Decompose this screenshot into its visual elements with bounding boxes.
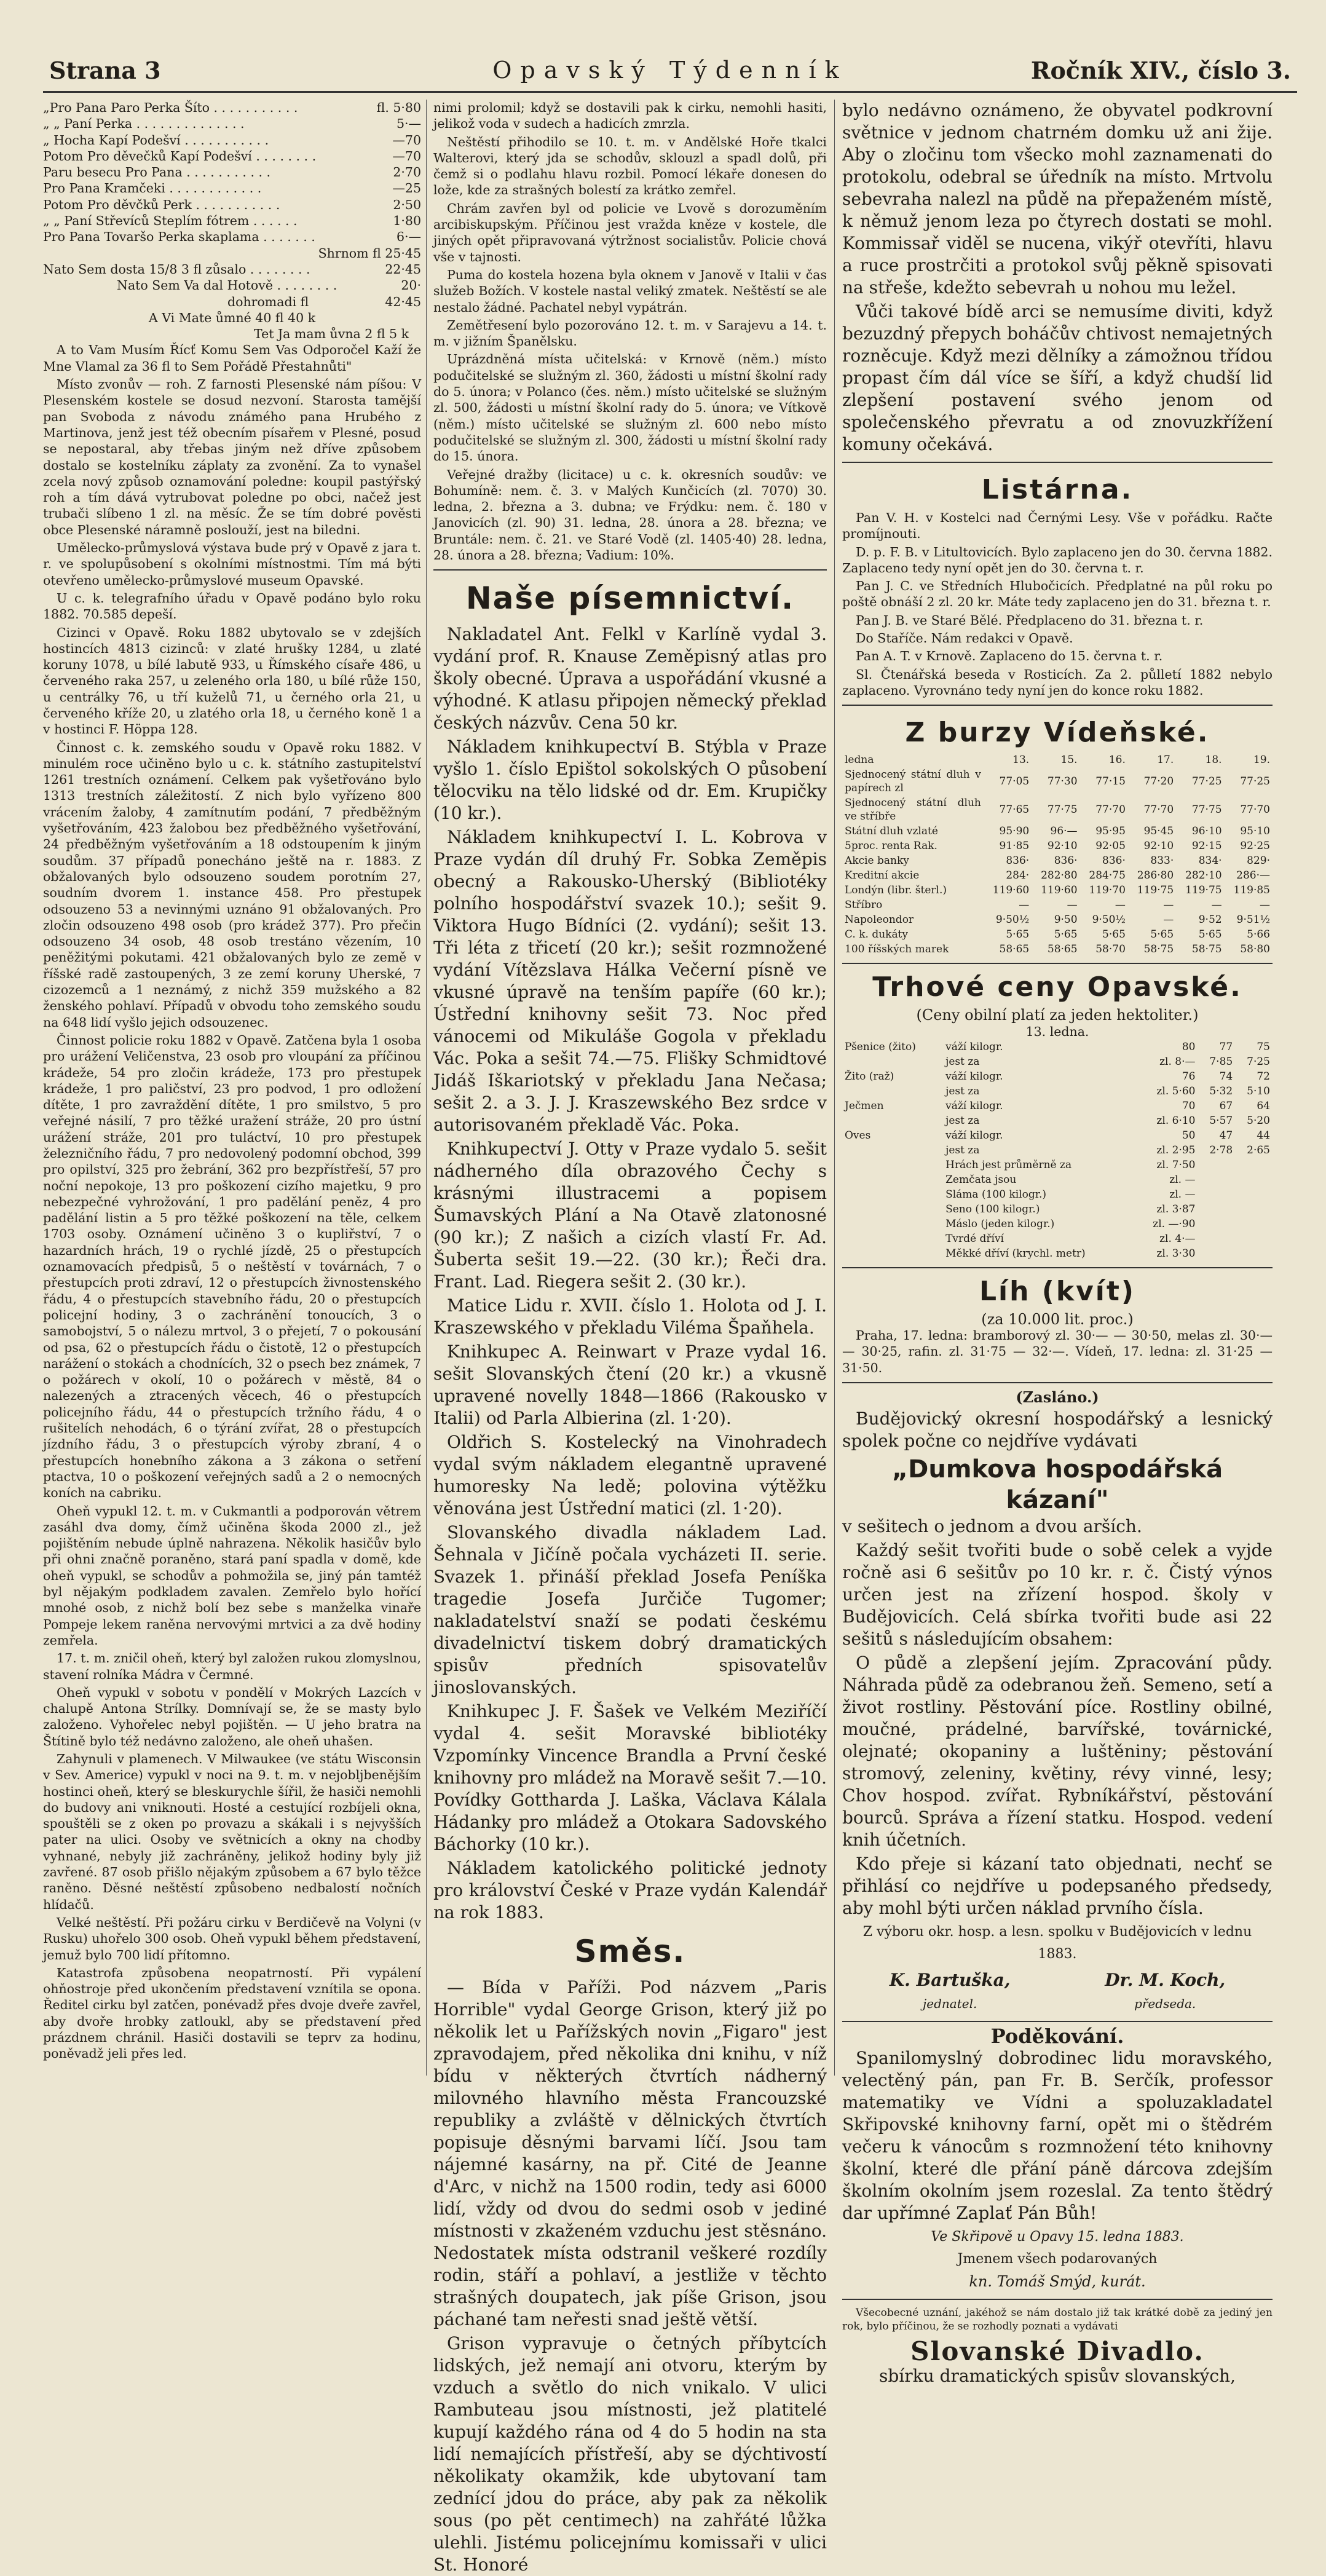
column-rule-2 xyxy=(834,100,835,2076)
section-heading-podekovani: Poděkování. xyxy=(990,2025,1124,2049)
table-row: Sjednocený státní dluh v papírech zl 77·05 77·30 77·15 77·20 77·25 77·25 xyxy=(845,768,1270,795)
literature-item: Matice Lidu r. XVII. číslo 1. Holota od J. I. Kraszewského v překladu Viléma Špaňhela. xyxy=(433,1295,827,1338)
divadlo-heading: Slovanské Divadlo. xyxy=(910,2336,1204,2366)
table-row: 100 říšských marek 58·65 58·65 58·70 58·75 58·75 58·80 xyxy=(845,943,1270,956)
table-row: Hrách jest průměrně za zl. 7·50 xyxy=(945,1158,1196,1171)
article-paragraph: Neštěstí přihodilo se 10. t. m. v Andělské Hoře tkalci Walterovi, který jda se schodův, sklouzl a spadl dolů, při čemž si o podlahu hlavu rozbil. Pomocí lékaře donesen do lože, kde za strašných bolestí za krátko zemřel. xyxy=(433,134,827,198)
section-heading-lih: Líh (kvít) xyxy=(979,1275,1136,1307)
advert-intro: Budějovický okresní hospodářský a lesnický spolek počne co nejdříve vydávati xyxy=(842,1409,1273,1452)
listarna-item: Pan V. H. v Kostelci nad Černými Lesy. Vše v pořádku. Račte promíjnouti. xyxy=(842,510,1273,542)
table-row: Měkké dříví (krychl. metr) zl. 3·30 xyxy=(945,1247,1196,1260)
section-heading-trhove-ceny: Trhové ceny Opavské. xyxy=(872,971,1242,1003)
smes-paragraph: — Bída v Paříži. Pod názvem „Paris Horrible" vydal George Grison, který již po několik let u Pařížských novin „Figaro" jest zpravodajem, před několika dni knihu, v níž bídu v některých čtvrtích nádherný milovného hlavního města Francouzské republiky a zvláště v dělnických čtvrtích popisuje děsnými barvami líčí. Jsou tam nájemné kasárny, na př. Cité de Jeanne d'Arc, v nichž na 1500 rodin, tedy asi 6000 lidí, vždy od dvou do sedmi osob v jediné místnosti v zkaženém vzduchu jest stěsnáno. Nedostatek místa odstranil veškeré rozdíly rodin, stáří a pohlaví, a jestliže v těchto strašných doupatech, jak píše Grison, jsou páchané tam neřesti snad ještě větší. xyxy=(433,1977,827,2330)
column-2 xyxy=(433,100,827,2575)
column-rule-1 xyxy=(426,100,427,2076)
ledger-row: „ Hocha Kapí Podešví . . . . . . . . . . . —70 xyxy=(43,132,421,148)
listarna-item: Pan J. C. ve Středních Hlubočicích. Předplatné na půl roku po poště obnáší 2 zl. 20 kr. Máte tedy zaplaceno jen do 31. března t. r. xyxy=(842,579,1273,610)
page-number: Strana 3 xyxy=(49,57,161,84)
article-paragraph: Umělecko-průmyslová výstava bude prý v Opavě z jara t. r. ve spolupůsobení s okolními místnostmi. Tím má býti otevřeno umělecko-průmyslové museum Opavské. xyxy=(43,540,421,588)
column-3 xyxy=(842,100,1273,2386)
listarna-item: D. p. F. B. v Litultovicích. Bylo zaplaceno jen do 30. června 1882. Zaplaceno tedy nyní opět jen do 30. června t. r. xyxy=(842,544,1273,575)
section-divider xyxy=(842,1382,1273,1383)
section-divider xyxy=(842,2021,1273,2022)
issue-number: Ročník XIV., číslo 3. xyxy=(1030,57,1291,84)
continued-article xyxy=(842,100,1273,456)
table-row: jest za zl. 6·10 5·57 5·20 xyxy=(945,1114,1270,1127)
advert-signatures xyxy=(842,1969,1273,2015)
literature-item: Nakladatel Ant. Felkl v Karlíně vydal 3. vydání prof. R. Knause Zeměpisný atlas pro školy obecné. Úprava a uspořádání vkusné a výhodné. K atlasu připojen německý překlad českých názvův. Cena 50 kr. xyxy=(433,624,827,733)
article-paragraph: nimi prolomil; když se dostavili pak k cirku, nemohli hasiti, jelikož voda v sudech a hadicích zmrzla. xyxy=(433,100,827,132)
table-row: Máslo (jeden kilogr.) zl. —·90 xyxy=(945,1217,1196,1230)
table-row: Sjednocený státní dluh ve stříbře 77·65 77·75 77·70 77·70 77·75 77·70 xyxy=(845,797,1270,823)
article-paragraph: Chrám zavřen byl od policie ve Lvově s dorozuměním arcibiskupským. Příčinou jest vražda kněze v kostele, dle jiných opět připravovaná výtržnost socialistův. Policie chová vše v tajnosti. xyxy=(433,200,827,264)
dumkova-advert xyxy=(842,1408,1273,2015)
lih-subtitle: (za 10.000 lit. proc.) xyxy=(981,1310,1134,1328)
column-1 xyxy=(43,100,421,2088)
table-row: Zemčata jsou zl. — xyxy=(945,1173,1196,1186)
article-paragraph: 17. t. m. zničil oheň, který byl založen rukou zlomyslnou, stavení rolníka Mádra v Čermné. xyxy=(43,1651,421,1682)
advert-paragraph: Kdo přeje si kázaní tato objednati, nechť se přihlásí co nejdříve u podepsaného předsedy, aby mohl býti určen náklad prvního čísla. xyxy=(842,1854,1273,1919)
literature-item: Knihkupectví J. Otty v Praze vydalo 5. sešit nádherného díla obrazového Čechy s krásnými illustracemi a popisem Šumavských Plání a Na Otavě zlatonosné (90 kr.); Z našich a cizích vlastí Fr. Ad. Šuberta sešit 19.—22. (30 kr.); Řeči dra. Frant. Lad. Riegera sešit 2. (30 kr.). xyxy=(433,1139,827,1292)
ledger-row: Potom Pro děvečků Kapí Podešví . . . . . . . . —70 xyxy=(43,148,421,164)
article-paragraph: Velké neštěstí. Při požáru cirku v Berdičevě na Volyni (v Rusku) uhořelo 300 osob. Oheň vypukl během představení, jemuž bylo 700 lidí přítomno. xyxy=(43,1914,421,1962)
table-row: ledna 13. 15. 16. 17. 18. 19. xyxy=(845,754,1270,767)
ledger-row: Paru besecu Pro Pana . . . . . . . . . . . 2·70 xyxy=(43,165,421,180)
article-paragraph: U c. k. telegrafního úřadu v Opavě podáno bylo roku 1882. 70.585 depeší. xyxy=(43,590,421,622)
article-paragraph: Veřejné dražby (licitace) u c. k. okresních soudův: ve Bohumíně: nem. č. 3. v Malých Kunčicích (zl. 7070) 30. ledna, 2. března a 3. dubna; ve Frýdku: nem. č. 180 v Janovicích (zl. 90) 31. ledna, 28. února a 28. března; ve Bruntále: nem. č. 21. ve Staré Vodě (zl. 1405·40) 28. ledna, 28. února a 28. března; Vadium: 10%. xyxy=(433,467,827,563)
table-row: Sláma (100 kilogr.) zl. — xyxy=(945,1188,1196,1201)
podekovani-place: Ve Skřipově u Opavy 15. ledna 1883. xyxy=(931,2229,1184,2245)
ledger-row: „ „ Paní Perka . . . . . . . . . . . . . . 5·— xyxy=(43,116,421,132)
podekovani-sign: Jmenem všech podarovaných xyxy=(957,2251,1158,2267)
table-row: Seno (100 kilogr.) zl. 3·87 xyxy=(945,1203,1196,1215)
literature-item: Knihkupec J. F. Šašek ve Velkém Meziříčí vydal 4. sešit Moravské bibliotéky Vzpomínky Vincence Brandla a První české knihovny pro mládež na Moravě sešit 7.—10. Povídky Gottharda J. Laška, Václava Kálala Hádanky pro mládež a Otokara Sadovského Báchorky (10 kr.). xyxy=(433,1701,827,1855)
table-row: Státní dluh vzlaté 95·90 96·— 95·95 95·45 96·10 95·10 xyxy=(845,825,1270,838)
literature-item: Oldřich S. Kostelecký na Vinohradech vydal svým nákladem elegantně upravené humoresky Na ledě; polovina výtěžku věnována jest Ústřední matici (zl. 1·20). xyxy=(433,1432,827,1519)
trh-date: 13. ledna. xyxy=(1025,1024,1089,1039)
signature-predseda: Dr. M. Koch, předseda. xyxy=(1105,1970,1226,2012)
table-row: Ječmen váží kilogr. 70 67 64 xyxy=(845,1099,1270,1112)
article-paragraph: Cizinci v Opavě. Roku 1882 ubytovalo se v zdejších hostincích 4813 cizinců: v zlaté hrušky 1284, u zlaté koruny 1078, u bílé labutě 933, u Římského císaře 486, u červeného raka 257, u zeleného orla 180, u bílé růže 150, u centrálky 76, u tří kuželů 71, u černého orla 21, u červeného kříže 20, u zlatého orla 18, u černého koně 1 a v hostinci F. Höppa 128. xyxy=(43,625,421,737)
ledger-row: „Pro Pana Paro Perka Šíto . . . . . . . . . . . fl. 5·80 xyxy=(43,100,421,115)
ledger-sum: Shrnom fl 25·45 xyxy=(318,245,421,261)
table-row: Londýn (libr. šterl.) 119·60 119·60 119·70 119·75 119·75 119·85 xyxy=(845,884,1270,897)
ledger-row: Nato Sem Va dal Hotově . . . . . . . . 20· xyxy=(117,278,421,293)
table-row: Pšenice (žito) váží kilogr. 80 77 75 xyxy=(845,1040,1270,1053)
section-divider xyxy=(842,1267,1273,1268)
table-row: jest za zl. 5·60 5·32 5·10 xyxy=(945,1085,1270,1097)
section-divider xyxy=(842,705,1273,706)
ledger-sum: Tet Ja mam ůvna 2 fl 5 k xyxy=(254,326,409,342)
section-heading-literature: Naše písemnictví. xyxy=(465,580,795,617)
table-row: jest za zl. 8·— 7·85 7·25 xyxy=(945,1055,1270,1068)
literature-item: Nákladem knihkupectví B. Stýbla v Praze vyšlo 1. číslo Epištol sokolských O působení tělocviku na tělo lidské od dr. Em. Krupičky (10 kr.). xyxy=(433,737,827,824)
article-paragraph: A to Vam Musím Řícť Komu Sem Vas Odporočel Kaží že Mne Vlamal za 36 fl to Sem Pořádě Přestahnůti" xyxy=(43,342,421,374)
article-paragraph: Činnost policie roku 1882 v Opavě. Zatčena byla 1 osoba pro urážení Veličenstva, 23 osob pro vloupání za příčinou krádeže, 54 pro zločin krádeže, 173 pro přestupek krádeže, 1 pro paličství, 23 pro podvod, 1 pro odložení dítěte, 1 pro zavraždění dítěte, 1 pro smilstvo, 5 pro veřejné násilí, 7 pro těžké uražení stráže, 20 pro ústní urážení stráže, 201 pro tuláctví, 10 pro přestupek železničního řádu, 7 pro nedovolený podomní obchod, 399 pro opilství, 325 pro žebrání, 362 pro bezpřístřeší, 57 pro noční nepokoje, 13 pro poškození cizího majetku, 9 pro nebezpečné vyhrožování, 1 pro padělání peněz, 4 pro padělání listin a 5 pro těžké poškození na těle, celkem 1703 osoby. Oznámení učiněno 3 o kupliřství, 7 o hazardních hrách, 19 o rychlé jízdě, 25 o přestupcích oznamovacích předpisů, 5 o neštěstí v továrnách, 7 o přestupcích proti zdraví, 12 o přestupcích živnostenského řádu, 4 o přestupcích stavebního řádu, 20 o přestupcích policejní hodiny, 3 o zachránění tonoucích, 3 o samobojství, 5 o nálezu mrtvol, 3 o přejetí, 7 o pokousání od psa, 62 o přestupcích řádu o čistotě, 12 o přestupcích narážení o stokách a chodnících, 32 o psech bez známek, 7 o požárech v okolí, 10 o požárech v městě, 84 o nalezených a ztracených věcech, 46 o přestupcích policejního řádu, 44 o přestupcích tržního řádu, 4 o rušitelích nehodách, 6 o týrání zvířat, 28 o přestupcích jízdního řádu, 3 o přestupcích výroby zbraní, 4 o přestupcích honebního zákona a 3 zákona o setření ptactva, 10 o poškození veřejných sadů a 2 o nemocných koních na cabriku. xyxy=(43,1032,421,1501)
ledger xyxy=(43,100,421,342)
section-heading-listarna: Listárna. xyxy=(981,474,1134,505)
literature-item: Nákladem knihkupectví I. L. Kobrova v Praze vydán díl druhý Fr. Sobka Zeměpis obecný a Rakousko-Uherský (Bibliotéky polního hospodářství svazek 10.); sešit 9. Viktora Hugo Bídníci (2. vydání); sešit 13. Tři léta z třicetí (20 kr.); sešit rozmnožené vydání Vítězslava Hálka Večerní písně ve vkusné úpravě na tenším papíře (60 kr.); Ústřední knihovny sešit 73. Noc před vánocemi od Mikuláše Gogola v překladu Vác. Poka a sešit 74.—75. Flišky Schmidtové Jidáš Iškariotský v překladu Jana Nečasa; sešit 2. a 3. J. J. Kraszewského Bez srdce v autorisovaném překladě Vác. Poka. xyxy=(433,827,827,1136)
listarna-item: Pan J. B. ve Staré Bělé. Předplaceno do 31. března t. r. xyxy=(856,612,1204,628)
listarna-item: Pan A. T. v Krnově. Zaplaceno do 15. června t. r. xyxy=(856,649,1163,664)
ledger-sum: A Vi Mate ůmné 40 fl 40 k xyxy=(148,310,316,325)
advert-title: „Dumkova hospodářská kázaní" xyxy=(891,1455,1223,1515)
article-paragraph: Puma do kostela hozena byla oknem v Janově v Italii v čas služeb Božích. V kostele nastal veliký zmatek. Neštěstí se ale nestalo žádné. Pachatel nebyl vypátrán. xyxy=(433,267,827,315)
table-row: C. k. dukáty 5·65 5·65 5·65 5·65 5·65 5·66 xyxy=(845,928,1270,941)
trh-table xyxy=(842,1040,1273,1261)
table-row: Žito (raž) váží kilogr. 76 74 72 xyxy=(845,1070,1270,1083)
literature-section xyxy=(433,623,827,2576)
table-row: Napoleondor 9·50½ 9·50 9·50½ — 9·52 9·51½ xyxy=(845,914,1270,926)
podekovani-section xyxy=(842,2047,1273,2293)
table-row: Oves váží kilogr. 50 47 44 xyxy=(845,1129,1270,1142)
table-row: Akcie banky 836· 836· 836· 833· 834· 829· xyxy=(845,855,1270,867)
ledger-row: Pro Pana Kramčeki . . . . . . . . . . . . —25 xyxy=(43,181,421,196)
masthead xyxy=(43,54,1297,93)
ledger-row: dohromadi fl 42·45 xyxy=(227,294,421,309)
table-row: 5proc. renta Rak. 91·85 92·10 92·05 92·10 92·15 92·25 xyxy=(845,840,1270,853)
signature-jednatel: K. Bartuška, jednatel. xyxy=(889,1970,1011,2012)
table-row: Stříbro — — — — — — xyxy=(845,899,1270,912)
podekovani-sign: kn. Tomáš Smýd, kurát. xyxy=(969,2272,1146,2290)
literature-item: Knihkupec A. Reinwart v Praze vydal 16. sešit Slovanských čtení (20 kr.) a vkusně upravené novelly 1848—1866 (Rakousko v Italii) od Parla Albierina (zl. 1·20). xyxy=(433,1341,827,1429)
article-paragraph: Oheň vypukl v sobotu v pondělí v Mokrých Lazcích v chalupě Antona Strílky. Domnívají se, že se masty bylo založeno. Vyhořelec nebyl pojištěn. — U jeho bratra na Štítině bylo též nedávno založeno, ale oheň uhašen. xyxy=(43,1685,421,1748)
advert-paragraph: O půdě a zlepšení jejím. Zpracování půdy. Náhrada půdě za odebranou žeň. Semeno, setí a život rostliny. Pěstování píce. Rostliny obilné, moučné, prádelné, barvířské, továrnické, olejnaté; okopaniny a luštěniny; pěstování stromový, zeleniny, květiny, révy vinné, lesy; Chov hospod. zvířat. Rybníkářství, pěstování bourců. Správa a řízení statku. Hospod. vedení knih účetních. xyxy=(842,1653,1273,1851)
article-paragraph: bylo nedávno oznámeno, že obyvatel podkrovní světnice v jednom chatrném domku už ani žije. Aby o zločinu tom všecko mohl zaznamenati do protokolu, odebral se úředník na místo. Mrtvolu sebevraha nalezl na půdě na přepaženém místě, k němuž jenom leza po čtyrech dostati se mohl. Kommissař viděl se nucena, vikýř otevříti, hlavu a ruce prostrčiti a protokol svůj pěkně spisovati na střeše, kdežto sebevrah u nohou mu ležel. xyxy=(842,100,1273,298)
section-divider xyxy=(433,569,827,571)
section-heading-smes: Směs. xyxy=(574,1934,686,1970)
zaslano-label: (Zasláno.) xyxy=(1016,1388,1099,1407)
literature-item: Slovanského divadla nákladem Lad. Šehnala v Jičíně počala vycházeti II. serie. Svazek 1. přináší překlad Josefa Peníška tragedie Josefa Jurčiče Tugomer; nakladatelství snaží se podati českému divadelnictví tiskem dobrý dramatických spisův předních spisovatelův jinoslovanských. xyxy=(433,1522,827,1698)
burza-table xyxy=(842,753,1273,957)
divadlo-subtitle: sbírku dramatických spisův slovanských, xyxy=(879,2365,1236,2386)
lih-prices: Praha, 17. ledna: bramborový zl. 30·— — 30·50, melas zl. 30·— — 30·25, rafin. zl. 31·75 — 32·—. Vídeň, 17. ledna: zl. 31·25 — 31·50. xyxy=(842,1328,1273,1375)
smes-paragraph: Grison vypravuje o četných příbytcích lidských, jež nemají ani otvoru, kterým by vzduch a světlo do nich vnikalo. V ulici Rambuteau jsou místnosti, jež platitelé kupují každého rána od 4 do 5 hodin na sta lidí nemajících přístřeší, aby se dýchtivostí několikaty okamžik, kde ubytovaní tam zednící jdou do práce, aby pak za několik sous (po pět centimech) na zahřáté lůžka ulehli. Jistému policejnímu komissaři v ulici St. Honoré xyxy=(433,2333,827,2575)
article-paragraph: Místo zvonův — roh. Z farnosti Plesenské nám píšou: V Plesenském kostele se dosud nezvoní. Starosta tamější pan Svoboda z návodu známého pana Hrubého z Martinova, jenž jest též obecním písařem v Plesné, posud se nepostaral, aby třebas jiným než dříve způsobem dostalo se kostelníku záplaty za zvonění. Za to vynašel zcela nový způsob oznamování poledne: koupil pastýřský roh a tím dává vytrubovat poledne po obci, načež jest trubači slíbeno 1 zl. na měsíc. Že se tím dobré pověsti obce Plesenské náramně poslouží, jest na biledni. xyxy=(43,377,421,537)
advert-paragraph: Každý sešit tvořiti bude o sobě celek a vyjde ročně asi 6 sešitův po 10 kr. r. č. Čistý výnos určen jest na zřízení hospod. školy v Budějovicích. Celá sbírka tvořiti bude asi 22 sešitů s následujícím obsahem: xyxy=(842,1540,1273,1650)
listarna-item: Do Staříče. Nám redakci v Opavě. xyxy=(856,631,1073,646)
section-divider xyxy=(842,462,1273,463)
section-heading-burza: Z burzy Vídeňské. xyxy=(905,717,1210,749)
newspaper-title: Opavský Týdenník xyxy=(492,57,848,84)
article-paragraph: Katastrofa způsobena neopatrností. Při vypálení ohňostroje před ukončením představení vznítila se opona. Ředitel cirku byl zatčen, ponévadž přes dvoje dveře zavřel, aby dvoře hrobky zatloukl, aby se představení před prázdnem chránil. Hasiči dostavili se teprv za hodinu, poněvadž jeli přes led. xyxy=(43,1965,421,2061)
table-row: jest za zl. 2·95 2·78 2·65 xyxy=(945,1144,1270,1156)
article-paragraph: Uprázdněná místa učitelská: v Krnově (něm.) místo podučitelské se služným zl. 360, žádosti u místní školní rady do 5. února; v Polanco (čes. něm.) místo učitelské se služným zl. 500, žádosti u místní školní rady do 5. února; ve Vítkově (něm.) místo učitelské se služným zl. 600 nebo místo podučitelské se služným zl. 300, žádosti u místní školní rady do 15. února. xyxy=(433,352,827,464)
ledger-row: „ „ Paní Střevíců Steplím fótrem . . . . . . 1·80 xyxy=(43,213,421,229)
section-divider xyxy=(842,963,1273,964)
table-row: Tvrdé dříví zl. 4·— xyxy=(945,1232,1196,1245)
section-divider xyxy=(842,2299,1273,2300)
ledger-row: Nato Sem dosta 15/8 3 fl zůsalo . . . . . . . . 22·45 xyxy=(43,261,421,277)
advert-paragraph: v sešitech o jednom a dvou arších. xyxy=(842,1516,1142,1537)
literature-item: Nákladem katolického politické jednoty pro království České v Praze vydán Kalendář na rok 1883. xyxy=(433,1858,827,1923)
notice: Všecobecné uznání, jakéhož se nám dostalo již tak krátké době za jediný jen rok, bylo příčinou, že se rozhodly poznati a vydávati xyxy=(842,2306,1273,2333)
podekovani-text: Spanilomyslný dobrodinec lidu moravského, velectěný pán, pan Fr. B. Serčík, professor matematiky ve Vídni a spoluzakladatel Skřipovské knihovny farní, opět mi o štědrém večeru k vánocům s rozmnožení této knihovny školní, které dle přání páně dárcova zdejším školním okolním jsem rozeslal. Za tento štědrý dar upřímné Zaplať Pán Bůh! xyxy=(842,2047,1273,2223)
trh-subtitle: (Ceny obilní platí za jeden hektoliter.) xyxy=(916,1006,1199,1024)
ledger-row: Potom Pro děvčků Perk . . . . . . . . . . . 2·50 xyxy=(43,197,421,212)
advert-paragraph: Z výboru okr. hosp. a lesn. spolku v Budějovicích v lednu 1883. xyxy=(862,1924,1252,1962)
table-row: Kreditní akcie 284· 282·80 284·75 286·80 282·10 286·— xyxy=(845,869,1270,882)
listarna-item: Sl. Čtenářská beseda v Rosticích. Za 2. půlletí 1882 nebylo zaplaceno. Vyrovnáno tedy nyní jen do konce roku 1882. xyxy=(842,666,1273,698)
article-paragraph: Zahynuli v plamenech. V Milwaukee (ve státu Wisconsin v Sev. Americe) vypukl v noci na 9. t. m. v nejobljbenějším hostinci oheň, který se bleskurychle šířil, že hasiči nemohli do budovy ani vniknouti. Hosté a cestující rozbíjeli okna, spouštěli se z oken po provazu a skákali i s nejvyšších pater na ulici. Osoby ve světnicích a okny na chodby vyhnané, nebyly již zachráněny, jelikož hodiny byly již zavřené. 87 osob přišlo nějakým způsobem a 67 bylo těžce raněno. Děsné neštěstí způsobeno nedbalostí nočních hlídačů. xyxy=(43,1751,421,1912)
article-paragraph: Oheň vypukl 12. t. m. v Cukmantli a podporován větrem zasáhl dva domy, čímž učiněna škoda 2000 zl., jež pojištěním nebude úplně nahrazena. Několik hasičův bylo při ohni značně poraněno, stará paní spadla v domě, kde oheň vypukl, se schodův a pohmožila se, jiný pán tamtéž byl nějakým podkladem zavalen. Zemřelo bylo hořící mnohé osob, z nichž bolí bez sebe s manželka vinaře Pompeje lekem raněna nervovými mrtvici a za dvě hodiny zemřela. xyxy=(43,1503,421,1648)
ledger-row: Pro Pana Tovaršo Perka skaplama . . . . . . . 6·— xyxy=(43,229,421,245)
article-paragraph: Činnost c. k. zemského soudu v Opavě roku 1882. V minulém roce učiněno bylo u c. k. státního zastupitelství 1261 trestních oznámení. Celkem pak vyšetřováno bylo 1313 trestních záležitostí. Z nich bylo vyřízeno 800 vrácením žaloby, 4 zamítnutím podání, 7 předběžným vyšetřováním, 423 žalobou bez předběžného vyšetřování, 24 předběžným vyšetřováním a 18 odstoupením k jiným soudům. 37 případů ponecháno ještě na r. 1883. Z obžalovaných bylo odsouzeno soudem porotním 27, soudním dvorem 1. instance 458. Pro přestupek odsouzeno 53 a nevinnými uznáno 91 obžalovaných. Pro zločin odsouzeno 498 osob (pro krádež 377). Pro přečin odsouzeno 34 osob, 48 osob trestáno vězením, 10 peněžitými pokutami. 421 obžalovaných bylo ze země v říšské radě zastoupených, 3 ze zemí koruny Uherské, 7 cizozemců a 1 neznámý, z nichž 359 mužského a 82 ženského pohlaví. Případů v obvodu toho zemského soudu na 648 lidí vyšlo jejich odsouzenec. xyxy=(43,740,421,1030)
article-paragraph: Zemětřesení bylo pozorováno 12. t. m. v Sarajevu a 14. t. m. v jižním Španělsku. xyxy=(433,317,827,349)
article-paragraph: Vůči takové bídě arci se nemusíme diviti, když bezuzdný přepych boháčův chtivost nemajetných rozněcuje. Když mezi dělníky a zámožnou třídou propast čím dál více se šíří, a když chudší lid zlepšení postavení svého jenom od společenského převratu a od znovuzkřížení komuny očekává. xyxy=(842,301,1273,454)
